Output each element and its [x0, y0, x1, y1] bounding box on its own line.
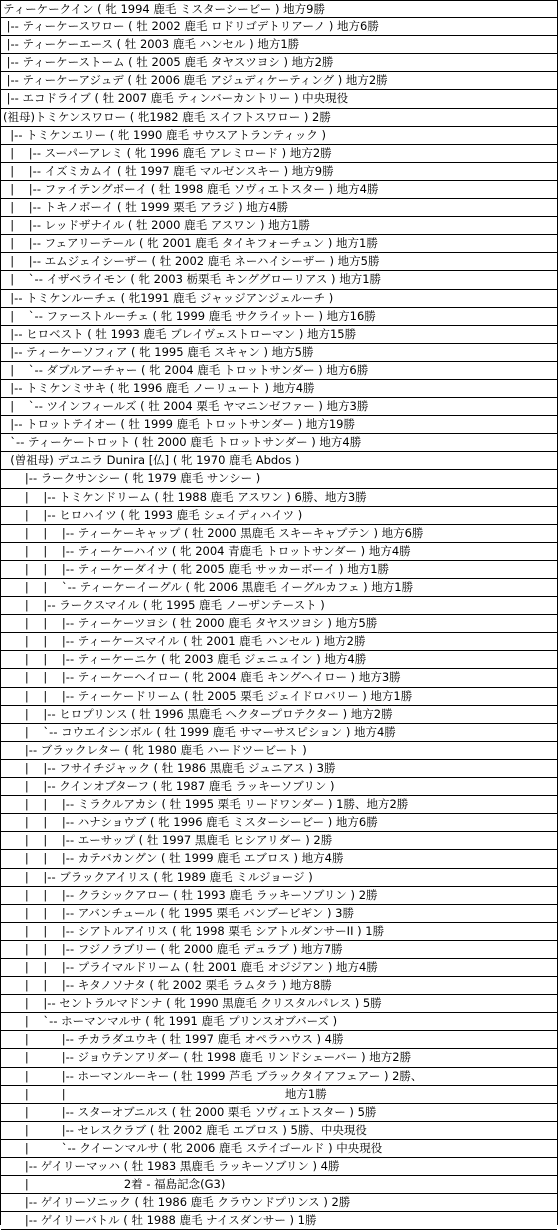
tree-line-text: | `-- クイーンマルサ ( 牝 2006 鹿毛 ステイゴールド ) 中央現役 [3, 1140, 383, 1155]
tree-line [1, 1031, 557, 1049]
tree-line-text: | `-- イザベライモン ( 牝 2003 栃栗毛 キンググローリアス ) 地方1勝 [3, 272, 382, 287]
tree-line-text: (祖母)トミケンスワロー ( 牝1982 鹿毛 スイフトスワロー ) 2勝 [3, 109, 331, 124]
tree-line [1, 651, 557, 669]
tree-line-text: | 2着 - 福島記念(G3) [3, 1177, 226, 1192]
tree-line [1, 1086, 557, 1104]
tree-line-text: |-- ゲイリーマッハ ( 牡 1983 黒鹿毛 ラッキーソブリン ) 4勝 [3, 1159, 340, 1173]
tree-line [1, 742, 557, 760]
tree-line [1, 905, 557, 923]
tree-line-text: |-- ティーケーソフィア ( 牝 1995 鹿毛 スキャン ) 地方5勝 [3, 344, 314, 359]
tree-line-text: | | |-- エーサップ ( 牡 1997 黒鹿毛 ヒシアリダー ) 2勝 [3, 833, 333, 848]
tree-line-text: | |-- ヒロプリンス ( 牡 1996 黒鹿毛 ヘクタープロテクター ) 地方2勝 [3, 706, 393, 721]
tree-line [1, 814, 557, 832]
tree-line [1, 832, 557, 850]
tree-line [1, 507, 557, 525]
tree-line-text: |-- ティーケーエース ( 牡 2003 鹿毛 ハンセル ) 地方1勝 [3, 37, 300, 52]
tree-line [1, 1049, 557, 1067]
tree-line-text: | | |-- ティーケーヘイロー ( 牝 2004 鹿毛 キングヘイロー ) 地方3勝 [3, 670, 401, 685]
tree-line [1, 181, 557, 199]
tree-line-text: | | |-- ティーケースマイル ( 牡 2001 鹿毛 ハンセル ) 地方2勝 [3, 634, 366, 649]
tree-line-text: | | |-- ティーケーハイツ ( 牝 2004 青鹿毛 トロットサンダー ) 地方4勝 [3, 543, 411, 558]
tree-line-text: | |-- セントラルマドンナ ( 牝 1990 黒鹿毛 クリスタルパレス ) 5勝 [3, 996, 382, 1011]
tree-line-text: |-- ティーケーアジュデ ( 牡 2006 鹿毛 アジュディケーティング ) 地方2勝 [3, 73, 388, 88]
tree-line [1, 452, 557, 470]
tree-line [1, 217, 557, 235]
tree-line-text: | | |-- ティーケーツヨシ ( 牡 2000 鹿毛 タヤスツヨシ ) 地方5勝 [3, 616, 378, 631]
tree-line-text: | | |-- ハナショウブ ( 牝 1996 鹿毛 ミスターシービー ) 地方6勝 [3, 815, 378, 830]
tree-line [1, 1158, 557, 1176]
tree-line [1, 416, 557, 434]
tree-line-text: | | |-- カテバカングン ( 牡 1999 鹿毛 エブロス ) 地方4勝 [3, 851, 344, 866]
tree-line-text: ティーケークイン ( 牝 1994 鹿毛 ミスターシービー ) 地方9勝 [3, 2, 325, 16]
tree-line-text: |-- ブラックレター ( 牝 1980 鹿毛 ハードツービート ) [3, 742, 307, 757]
tree-line-text: `-- ティーケートロット ( 牡 2000 鹿毛 トロットサンダー ) 地方4勝 [3, 435, 362, 450]
tree-line-text: | |-- エムジェイシーザー ( 牡 2002 鹿毛 ネーハイシーザー ) 地方5勝 [3, 254, 380, 269]
tree-line [1, 959, 557, 977]
tree-line [1, 1194, 557, 1212]
tree-line-text: | | |-- プライマルドリーム ( 牡 2001 鹿毛 オジジアン ) 地方4勝 [3, 959, 378, 974]
tree-line [1, 127, 557, 145]
tree-line [1, 253, 557, 271]
tree-line [1, 869, 557, 887]
tree-line-text: | |-- クインオブターフ ( 牝 1987 鹿毛 ラッキーソブリン ) [3, 779, 335, 794]
tree-line [1, 344, 557, 362]
tree-line-text: |-- ゲイリーソニック ( 牡 1986 鹿毛 クラウンドプリンス ) 2勝 [3, 1195, 351, 1210]
tree-line [1, 923, 557, 941]
tree-line-text: | | |-- ティーケーダイナ ( 牝 2005 鹿毛 サッカーボーイ ) 地方1勝 [3, 561, 390, 576]
tree-line [1, 109, 557, 127]
tree-line [1, 688, 557, 706]
tree-line [1, 615, 557, 633]
tree-line-text: | `-- ホーマンマルサ ( 牝 1991 鹿毛 プリンスオブバーズ ) [3, 1014, 338, 1029]
tree-line [1, 163, 557, 181]
tree-line [1, 850, 557, 868]
tree-line-text: | |-- ファイテングボーイ ( 牡 1998 鹿毛 ソヴィエトスター ) 地方4勝 [3, 181, 379, 196]
tree-line [1, 887, 557, 905]
tree-line [1, 796, 557, 814]
tree-line-text: |-- ティーケーストーム ( 牡 2005 鹿毛 タヤスツヨシ ) 地方2勝 [3, 55, 334, 70]
tree-line [1, 434, 557, 452]
tree-line [1, 633, 557, 651]
tree-line-text: | |-- フェアリーテール ( 牝 2001 鹿毛 タイキフォーチュン ) 地方1勝 [3, 236, 378, 251]
tree-line [1, 290, 557, 308]
tree-line-text: | |-- イズミカムイ ( 牡 1997 鹿毛 マルゼンスキー ) 地方9勝 [3, 163, 334, 178]
tree-line [1, 72, 557, 90]
tree-line-text: | | |-- フジノラブリー ( 牝 2000 鹿毛 デュラブ ) 地方7勝 [3, 941, 343, 956]
tree-line [1, 398, 557, 416]
tree-line-text: | | |-- ティーケードリーム ( 牡 2005 栗毛 ジェイドロバリー ) 地方1勝 [3, 688, 413, 703]
tree-line [1, 362, 557, 380]
tree-line [1, 489, 557, 507]
tree-line [1, 1176, 557, 1194]
tree-line-text: | `-- ダブルアーチャー ( 牝 2004 鹿毛 トロットサンダー ) 地方6勝 [3, 362, 369, 377]
tree-line-text: |-- トロットテイオー ( 牡 1999 鹿毛 トロットサンダー ) 地方19勝 [3, 417, 355, 432]
tree-line [1, 760, 557, 778]
tree-line [1, 18, 557, 36]
tree-line [1, 470, 557, 488]
tree-line [1, 271, 557, 289]
tree-line-text: | | `-- ティーケーイーグル ( 牝 2006 黒鹿毛 イーグルカフェ ) 地方1勝 [3, 580, 414, 594]
tree-line [1, 543, 557, 561]
tree-line-text: | |-- スーパーアレミ ( 牝 1996 鹿毛 アレミロード ) 地方2勝 [3, 145, 332, 160]
tree-line-text: | |-- スターオブニルス ( 牡 2000 栗毛 ソヴィエトスター ) 5勝 [3, 1104, 377, 1119]
tree-line-text: | `-- ファーストルーチェ ( 牝 1999 鹿毛 サクライットー ) 地方16勝 [3, 308, 376, 323]
tree-line-text: |-- ゲイリーバトル ( 牡 1988 鹿毛 ナイスダンサー ) 1勝 [3, 1213, 317, 1228]
tree-line [1, 308, 557, 326]
tree-line-text: | `-- ツインフィールズ ( 牡 2004 栗毛 ヤマニンゼファー ) 地方3勝 [3, 399, 369, 414]
tree-line-text: | |-- トミケンドリーム ( 牡 1988 鹿毛 アスワン ) 6勝、地方3勝 [3, 489, 367, 504]
tree-line [1, 36, 557, 54]
tree-line [1, 380, 557, 398]
tree-line-text: |-- ティーケースワロー ( 牡 2002 鹿毛 ロドリゴデトリアーノ ) 地方6勝 [3, 19, 379, 34]
tree-line-text: | | 地方1勝 [3, 1086, 327, 1101]
tree-line [1, 1140, 557, 1158]
tree-line-text: | | |-- シアトルアイリス ( 牝 1998 栗毛 シアトルダンサーII ) 1勝 [3, 923, 385, 938]
tree-line [1, 0, 557, 18]
tree-line-text: | |-- ヒロハイツ ( 牝 1993 鹿毛 シェイディハイツ ) [3, 507, 303, 522]
tree-line-text: | |-- チカラダユウキ ( 牡 1997 鹿毛 オペラハウス ) 4勝 [3, 1032, 344, 1047]
tree-line [1, 1013, 557, 1031]
tree-line [1, 525, 557, 543]
tree-line-text: | | |-- アバンチュール ( 牝 1995 栗毛 バンブービギン ) 3勝 [3, 905, 354, 920]
tree-line-text: |-- トミケンエリー ( 牝 1990 鹿毛 サウスアトランティック ) [3, 127, 326, 142]
tree-line [1, 669, 557, 687]
tree-line [1, 597, 557, 615]
tree-line [1, 995, 557, 1013]
tree-line-text: | |-- ラークスマイル ( 牝 1995 鹿毛 ノーザンテースト ) [3, 598, 325, 613]
tree-line [1, 724, 557, 742]
tree-line-text: | | |-- ミラクルアカシ ( 牡 1995 栗毛 リードワンダー ) 1勝、地方2勝 [3, 797, 409, 812]
tree-line-text: |-- ヒロベスト ( 牡 1993 鹿毛 ブレイヴェストローマン ) 地方15勝 [3, 326, 357, 341]
tree-line [1, 1104, 557, 1122]
tree-line-text: | `-- コウエイシンボル ( 牡 1999 鹿毛 サマーサスピション ) 地方4勝 [3, 724, 396, 739]
tree-line [1, 1212, 557, 1230]
tree-line-text: | | |-- ティーケーキャップ ( 牡 2000 黒鹿毛 スキーキャプテン ) 地方6勝 [3, 525, 424, 540]
tree-line [1, 579, 557, 597]
tree-line-text: | |-- セレスクラブ ( 牡 2002 鹿毛 エブロス ) 5勝、中央現役 [3, 1122, 367, 1137]
tree-line-text: | | |-- クラシックアロー ( 牡 1993 鹿毛 ラッキーソブリン ) 2勝 [3, 887, 378, 902]
tree-line-text: | |-- ジョウテンアリダー ( 牡 1998 鹿毛 リンドシェーバー ) 地方2勝 [3, 1050, 412, 1065]
tree-line-text: | |-- ブラックアイリス ( 牝 1989 鹿毛 ミルジョージ ) [3, 869, 313, 884]
tree-line [1, 1122, 557, 1140]
tree-line [1, 1068, 557, 1086]
tree-line-text: | | |-- キタノソナタ ( 牝 2002 栗毛 ラムタラ ) 地方8勝 [3, 978, 332, 993]
tree-line-text: | | |-- ティーケーニケ ( 牝 2003 鹿毛 ジェニュイン ) 地方4勝 [3, 652, 367, 667]
tree-line-text: | |-- フサイチジャック ( 牡 1986 黒鹿毛 ジュニアス ) 3勝 [3, 760, 336, 775]
tree-line-text: | |-- ホーマンルーキー ( 牡 1999 芦毛 ブラックタイアフェアー ) 2勝、 [3, 1068, 423, 1083]
tree-line-text: |-- ラークサンシー ( 牝 1979 鹿毛 サンシー ) [3, 471, 261, 486]
tree-line-text: | |-- レッドザナイル ( 牡 2000 鹿毛 アスワン ) 地方1勝 [3, 218, 310, 233]
tree-line [1, 941, 557, 959]
tree-line [1, 235, 557, 253]
tree-line-text: (曽祖母) デユニラ Dunira [仏] ( 牝 1970 鹿毛 Abdos ) [3, 453, 300, 468]
tree-line [1, 561, 557, 579]
tree-line [1, 90, 557, 108]
tree-line [1, 706, 557, 724]
tree-line [1, 778, 557, 796]
tree-line-text: | |-- トキノボーイ ( 牡 1999 栗毛 アラジ ) 地方4勝 [3, 200, 289, 215]
tree-line-text: |-- トミケンミサキ ( 牝 1996 鹿毛 ノーリュート ) 地方4勝 [3, 380, 315, 395]
tree-line [1, 199, 557, 217]
tree-line [1, 145, 557, 163]
tree-line [1, 977, 557, 995]
tree-line-text: |-- エコドライブ ( 牡 2007 鹿毛 ティンバーカントリー ) 中央現役 [3, 91, 349, 106]
tree-line-text: |-- トミケンルーチェ ( 牝1991 鹿毛 ジャッジアンジェルーチ ) [3, 290, 334, 305]
tree-line [1, 326, 557, 344]
tree-line [1, 54, 557, 72]
